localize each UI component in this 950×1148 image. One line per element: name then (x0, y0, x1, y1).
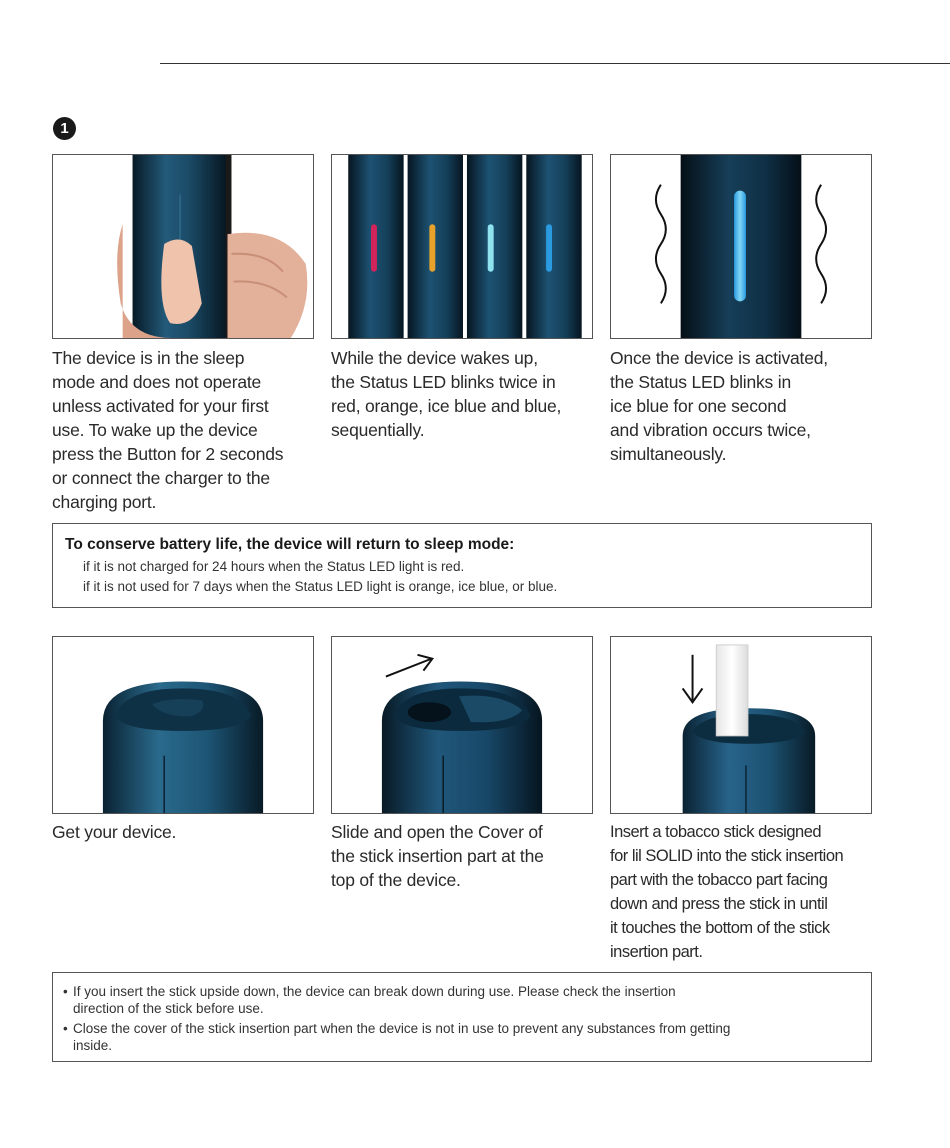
device-held-in-hand-illustration (53, 155, 313, 338)
led-ice-blue-glow (734, 191, 746, 302)
caption-slide-cover (331, 820, 601, 892)
device-cover-open-illustration (332, 637, 592, 813)
caption-line: The device is in the sleep (52, 348, 245, 368)
led-blue (546, 224, 552, 271)
tobacco-stick (716, 645, 748, 736)
caption-line: part with the tobacco part facing (610, 871, 828, 889)
caption-line: insertion part. (610, 943, 703, 961)
device-top-closed-illustration (53, 637, 313, 813)
caution-bullet: • Close the cover of the stick insertion part when the device is not in use to prevent any substances from getting (63, 1021, 731, 1036)
led-ice-blue (488, 224, 494, 271)
caption-line: it touches the bottom of the stick (610, 919, 830, 937)
caption-sleep-mode (52, 346, 322, 514)
bullet-dot-icon: • (63, 984, 68, 999)
caution-bullet: • If you insert the stick upside down, the device can break down during use. Please check the insertion (63, 984, 676, 999)
top-rule (160, 63, 950, 64)
down-arrow-icon (683, 655, 703, 702)
caption-line: or connect the charger to the (52, 468, 270, 488)
panel-activated (610, 154, 872, 339)
caption-line: use. To wake up the device (52, 420, 258, 440)
vibration-wave-left-icon (656, 185, 666, 304)
device-vibration-illustration (611, 155, 871, 338)
caption-line: While the device wakes up, (331, 348, 538, 368)
panel-sleep-mode (52, 154, 314, 339)
usage-caution-note (52, 972, 872, 1062)
caption-line: Get your device. (52, 822, 177, 842)
led-orange (429, 224, 435, 271)
caution-bullet-continuation: inside. (73, 1038, 113, 1053)
caption-line: and vibration occurs twice, (610, 420, 811, 440)
caption-line: simultaneously. (610, 444, 727, 464)
caption-line: Slide and open the Cover of (331, 822, 543, 842)
bullet-dot-icon: • (63, 1021, 68, 1036)
device-stick-insert-illustration (611, 637, 871, 813)
caption-line: Once the device is activated, (610, 348, 828, 368)
four-devices-led-illustration (332, 155, 592, 338)
sleep-note-title: To conserve battery life, the device will return to sleep mode: (65, 536, 515, 553)
caption-line: press the Button for 2 seconds (52, 444, 284, 464)
caption-line: top of the device. (331, 870, 461, 890)
panel-insert-stick (610, 636, 872, 814)
sleep-note-line: if it is not used for 7 days when the Status LED light is orange, ice blue, or blue. (83, 579, 558, 594)
caption-line: red, orange, ice blue and blue, (331, 396, 562, 416)
caption-line: mode and does not operate (52, 372, 262, 392)
caption-line: unless activated for your first (52, 396, 269, 416)
caption-line: the stick insertion part at the (331, 846, 544, 866)
caption-line: for lil SOLID into the stick insertion (610, 847, 844, 865)
vibration-wave-right-icon (816, 185, 826, 304)
caption-line: sequentially. (331, 420, 425, 440)
sleep-mode-note (52, 523, 872, 608)
caption-insert-stick (610, 820, 910, 964)
caution-bullet-continuation: direction of the stick before use. (73, 1001, 264, 1016)
sleep-note-line: if it is not charged for 24 hours when the Status LED light is red. (83, 559, 465, 574)
led-red (371, 224, 377, 271)
panel-get-device (52, 636, 314, 814)
caption-get-device (52, 820, 322, 844)
caption-led-sequence (331, 346, 601, 442)
caption-line: ice blue for one second (610, 396, 787, 416)
caption-line: the Status LED blinks twice in (331, 372, 556, 392)
panel-led-sequence (331, 154, 593, 339)
step-number-badge: 1 (53, 117, 76, 140)
caption-line: the Status LED blinks in (610, 372, 791, 392)
slide-arrow-icon (386, 655, 432, 677)
caption-line: charging port. (52, 492, 157, 512)
caption-activated (610, 346, 880, 466)
caption-line: Insert a tobacco stick designed (610, 823, 822, 841)
panel-slide-cover (331, 636, 593, 814)
caption-line: down and press the stick in until (610, 895, 828, 913)
